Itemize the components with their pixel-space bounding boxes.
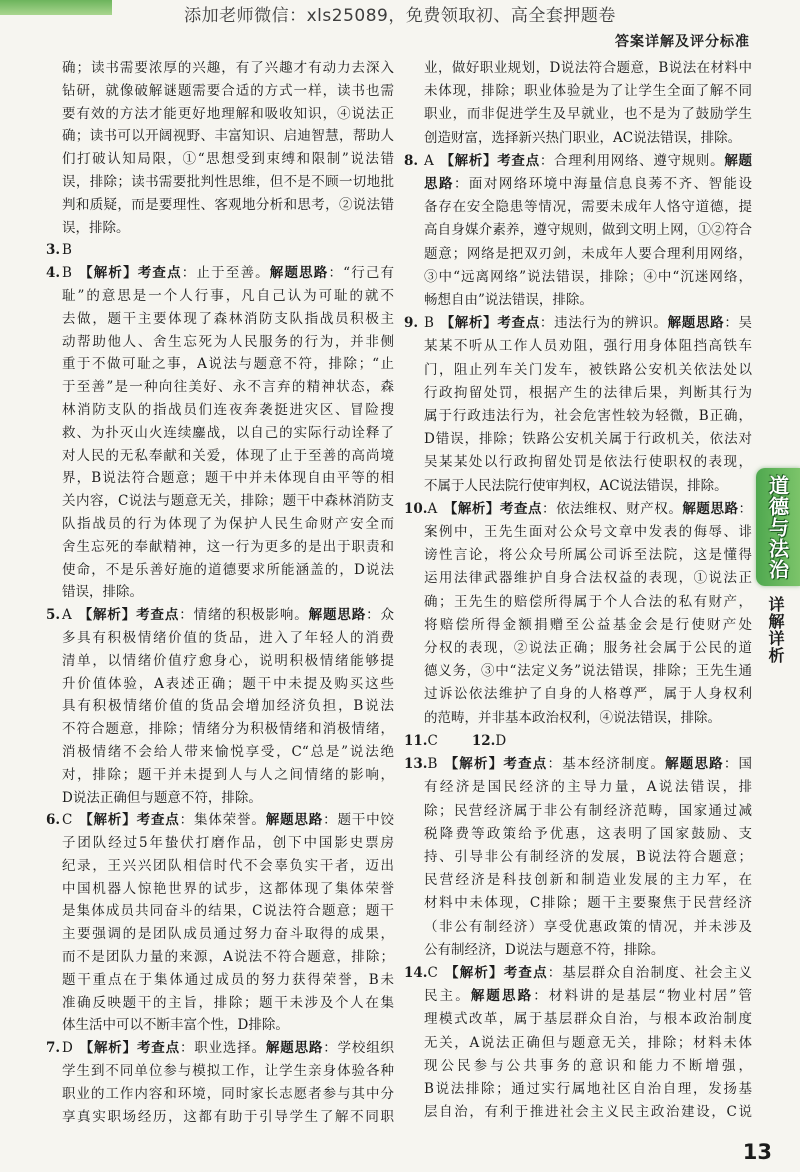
line-text: ：依法维权、财产权。 <box>542 500 683 517</box>
line-text: （非公有制经济）享受优惠政策的情况，并未涉及 <box>424 918 752 935</box>
text-line <box>62 992 394 1015</box>
bold-label: 【解析】 <box>443 964 504 981</box>
line-text: 确；读书可以开阔视野、丰富知识、启迪智慧，帮助人 <box>62 128 394 145</box>
bold-label: 考查点 <box>499 500 543 517</box>
text-line <box>46 604 394 627</box>
text-line <box>424 846 752 869</box>
page-number: 13 <box>742 1140 772 1164</box>
answer-letter: B <box>424 315 434 332</box>
line-text: 现公民参与公共事务的意识和能力不断增强， <box>424 1057 752 1074</box>
line-text: ：众 <box>366 607 394 624</box>
text-line <box>62 627 394 650</box>
text-line <box>404 962 752 985</box>
bold-label: 【解析】 <box>439 152 498 169</box>
bold-label: 【解析】 <box>443 756 504 773</box>
line-text: 有经济是国民经济的主导力量，A说法错误，排 <box>424 779 752 796</box>
line-text: 不属于人民法院行使审判权，AC说法错误，排除。 <box>424 477 728 494</box>
text-line <box>62 285 394 308</box>
line-text: B说法排除；通过实行属地社区自治自理，发扬基 <box>424 1080 752 1097</box>
line-text: ：集体荣誉。 <box>179 812 266 829</box>
text-line <box>62 559 394 582</box>
answer-item <box>404 753 752 962</box>
line-text: ：职业选择。 <box>179 1040 266 1057</box>
line-text: 不符合题意，排除；情绪分为积极情绪和消极情绪， <box>62 721 394 738</box>
line-text: 分权的表现，②说法正确；服务社会属于公民的道 <box>424 640 752 657</box>
text-line <box>46 262 394 285</box>
answer-continuation <box>404 57 752 150</box>
line-text: 未体现，排除；职业体验是为了让学生全面了解不同 <box>424 83 752 100</box>
subject-tab <box>756 468 800 586</box>
line-text: 队指战员的行为体现了为保护人民生命财产安全而 <box>62 515 394 532</box>
text-line <box>424 567 752 590</box>
line-text: 享真实职场经历，这都有助于引导学生了解不同职 <box>62 1108 394 1125</box>
line-text: ：学校组织 <box>323 1040 395 1057</box>
line-text: 门，阻止列车关门发车，被铁路公安机关依法处以 <box>424 361 752 378</box>
line-text: 消极情绪不会给人带来愉悦享受，C“总是”说法绝 <box>62 743 394 760</box>
line-text: 动帮助他人、舍生忘死为人民服务的行为，并非侧 <box>62 333 394 350</box>
text-line <box>424 219 752 242</box>
text-line <box>424 451 752 474</box>
bold-label: 考查点 <box>136 812 180 829</box>
line-text: 吴某某处以行政拘留处罚是依法行使职权的表现， <box>424 454 752 471</box>
line-text: 使命，不是乐善好施的道德要求所能涵盖的，D说法 <box>62 561 394 578</box>
line-text: ：合理利用网络、遵守规则。 <box>539 152 725 169</box>
text-line <box>424 637 752 660</box>
answer-item <box>46 604 394 809</box>
text-line <box>424 103 752 126</box>
text-line <box>62 878 394 901</box>
bold-label: 思路 <box>424 176 454 193</box>
text-line <box>424 614 752 637</box>
text-line <box>62 194 394 217</box>
line-text: 职业的工作内容和环境，同时家长志愿者参与其中分 <box>62 1085 394 1102</box>
answer-item <box>404 150 752 312</box>
text-line <box>62 946 394 969</box>
answer-letter: C <box>427 964 438 981</box>
text-line <box>424 521 752 544</box>
line-text: 误，排除；读书需要批判性思维，但不是不顾一切地批 <box>62 173 394 190</box>
answer-letter: B <box>62 242 72 259</box>
bold-label: 考查点 <box>497 152 540 169</box>
answer-item <box>46 262 394 604</box>
line-text: 判和质疑，而是要理性、客观地分析和思考，②说法错 <box>62 196 394 213</box>
line-text: ： <box>738 500 753 517</box>
text-line <box>62 148 394 171</box>
line-text: ：基本经济制度。 <box>547 756 666 773</box>
line-text: 准确反映题干的主旨，排除；题干未涉及个人在集 <box>62 994 394 1011</box>
line-text: 错误，排除。 <box>62 584 143 601</box>
line-text: 们打破认知局限，①“思想受到束缚和限制”说法错 <box>62 151 394 168</box>
answer-letter: A <box>424 152 434 169</box>
text-line <box>62 787 394 810</box>
line-text: 持、引导非公有制经济的发展，B说法符合题意； <box>424 848 752 865</box>
line-text: 多具有积极情绪价值的货品，进入了年轻人的消费 <box>62 629 394 646</box>
text-line <box>424 1078 752 1101</box>
text-line <box>62 125 394 148</box>
line-text: 行政拘留处罚，根据产生的法律后果，判断其行为 <box>424 384 752 401</box>
question-number: 6. <box>46 812 61 829</box>
header-title: 答案详解及评分标准 <box>615 34 750 50</box>
line-text: 界，B说法符合题意；题干中并未体现自由平等的相 <box>62 470 394 487</box>
bold-label: 【解析】 <box>78 812 137 829</box>
left-column <box>46 57 394 1128</box>
line-text: 钻研，就像破解谜题需要合适的方式一样，读书也需 <box>62 82 394 99</box>
section-label: 详解详析 <box>766 596 785 664</box>
line-text: 林消防支队的指战员们连夜奔袭挺进灾区、冒险搜 <box>62 401 394 418</box>
line-text: 而不是团队力量的来源，A说法不符合题意，排除； <box>62 949 394 966</box>
answer-item <box>46 1037 394 1128</box>
line-text: 公有制经济，D说法与题意不符，排除。 <box>424 941 665 958</box>
line-text: ：面对网络环境中海量信息良莠不齐、智能设 <box>453 176 753 193</box>
answer-item <box>404 312 752 498</box>
line-text: 民营经济是科技创新和制造业发展的主力军，在 <box>424 872 752 889</box>
question-number: 10. <box>404 500 428 517</box>
subject-tab-label: 道德与法治 <box>765 474 790 580</box>
question-number: 5. <box>46 607 61 624</box>
text-line <box>62 171 394 194</box>
line-text: 创造财富，选择新兴热门职业，AC说法错误，排除。 <box>424 129 742 146</box>
line-text: 材料中未体现，C排除；题干主要聚焦于民营经济 <box>424 895 752 912</box>
text-line <box>62 764 394 787</box>
text-line <box>46 1037 394 1060</box>
question-number: 14. <box>404 964 428 981</box>
text-line <box>62 353 394 376</box>
bold-label: 考查点 <box>136 1040 180 1057</box>
line-text: ：题干中饺 <box>323 812 395 829</box>
text-line <box>62 581 394 604</box>
line-text: 题意；网络是把双刃剑，未成年人要合理利用网络， <box>424 245 752 262</box>
text-line <box>62 1014 394 1037</box>
line-text: 体生活中可以不断丰富个性，D排除。 <box>62 1017 289 1034</box>
line-text: 高自身媒介素养，遵守规则，做到文明上网，①②符合 <box>424 222 752 239</box>
answer-item <box>46 809 394 1037</box>
text-line <box>46 809 394 832</box>
text-line <box>424 289 752 312</box>
text-line <box>424 405 752 428</box>
question-number: 7. <box>46 1040 61 1057</box>
question-number: 13. <box>404 756 428 773</box>
text-line <box>424 428 752 451</box>
text-line <box>424 243 752 266</box>
bold-label: 解题思路 <box>265 1040 324 1057</box>
text-line <box>424 707 752 730</box>
text-line <box>424 1008 752 1031</box>
bold-label: 解题 <box>724 152 753 169</box>
text-line <box>424 683 752 706</box>
text-line <box>62 741 394 764</box>
line-text: 主要强调的是团队成员通过努力奋斗取得的成果， <box>62 926 394 943</box>
bold-label: 解题思路 <box>665 756 724 773</box>
text-line <box>424 266 752 289</box>
bold-label: 考查点 <box>136 607 180 624</box>
text-line <box>424 196 752 219</box>
bold-label: 考查点 <box>137 265 182 282</box>
line-text: ：国 <box>723 756 753 773</box>
line-text: 对，排除；题干并未提到人与人之间情绪的影响， <box>62 766 394 783</box>
line-text: 业，做好职业规划，D说法符合题意，B说法在材料中 <box>424 60 752 76</box>
text-line <box>404 753 752 776</box>
line-text: 耻”的意思是一个人行事，凡自己认为可耻的就不 <box>62 287 394 304</box>
line-text: 的范畴，并非基本政治权利，④说法错误，排除。 <box>424 709 721 726</box>
text-line <box>424 939 752 962</box>
text-line <box>62 650 394 673</box>
text-line <box>62 490 394 513</box>
text-line <box>62 376 394 399</box>
bold-label: 考查点 <box>503 756 548 773</box>
line-text: 具有积极情绪价值的货品会增加经济负担，B说法 <box>62 698 394 715</box>
text-line <box>404 150 752 173</box>
line-text: 于至善”是一种向往美好、永不言弃的精神状态，森 <box>62 379 394 396</box>
line-text: 属于行政违法行为，社会危害性较为轻微，B正确， <box>424 408 752 425</box>
line-text: 是集体成员共同奋斗的结果，C说法符合题意；题干 <box>62 903 394 920</box>
line-text: 除；民营经济属于非公有制经济范畴，国家通过减 <box>424 802 752 819</box>
bold-label: 解题思路 <box>308 607 367 624</box>
text-line <box>424 173 752 196</box>
line-text: 过诉讼依法维护了自身的人格尊严，属于人身权利 <box>424 686 752 703</box>
answer-letter: D <box>495 732 507 749</box>
line-text: 去做，题干主要体现了森林消防支队指战员积极主 <box>62 310 394 327</box>
line-text: 民主。 <box>424 988 471 1005</box>
text-line <box>424 892 752 915</box>
text-line <box>424 823 752 846</box>
line-text: 要有效的方法才能更好地理解和吸收知识，④说法正 <box>62 105 394 122</box>
line-text: 层自治，有利于推进社会主义民主政治建设，C说 <box>424 1104 752 1121</box>
line-text: 对人民的无私奉献和关爱，体现了止于至善的高尚境 <box>62 447 394 464</box>
text-line <box>62 536 394 559</box>
text-line <box>62 695 394 718</box>
text-line <box>62 832 394 855</box>
text-line <box>62 399 394 422</box>
answer-letter: D <box>62 1040 73 1057</box>
line-text: ：止于至善。 <box>181 265 270 282</box>
line-text: 误，排除。 <box>62 219 130 236</box>
text-line <box>62 1106 394 1129</box>
line-text: 救、为扑灭山火连续鏖战，以自己的实际行动诠释了 <box>62 424 394 441</box>
answer-continuation <box>46 57 394 239</box>
text-line <box>424 660 752 683</box>
line-text: ：情绪的积极影响。 <box>179 607 309 624</box>
bold-label: 解题思路 <box>667 315 725 332</box>
text-line <box>62 923 394 946</box>
text-line <box>424 57 752 80</box>
question-number: 11. <box>404 732 428 749</box>
line-text: 清单，以情绪价值疗愈身心，说明积极情绪能够提 <box>62 652 394 669</box>
line-text: 重于不做可耻之事，A说法与题意不符，排除；“止 <box>62 356 394 373</box>
line-text: 确；王先生的赔偿所得属于个人合法的私有财产， <box>424 593 752 610</box>
text-line <box>424 1055 752 1078</box>
line-text: D错误，排除；铁路公安机关属于行政机关，依法对 <box>424 431 752 448</box>
answer-letter: B <box>62 265 72 282</box>
line-text: 畅想自由”说法错误，排除。 <box>424 292 593 309</box>
answer-letter: B <box>427 756 438 773</box>
answer-item <box>404 962 752 1124</box>
text-line <box>424 80 752 103</box>
line-text: 升价值体验，A表述正确；题干中未提及购买这些 <box>62 675 394 692</box>
bold-label: 【解析】 <box>77 607 137 624</box>
question-number: 9. <box>404 315 419 332</box>
text-line <box>62 900 394 923</box>
line-text: ：材料讲的是基层“物业村居”管 <box>533 988 752 1005</box>
text-line <box>46 239 394 262</box>
text-line <box>424 916 752 939</box>
text-line <box>62 103 394 126</box>
question-number: 3. <box>46 242 61 259</box>
answer-letter: C <box>62 812 73 829</box>
text-line <box>62 855 394 878</box>
text-line <box>62 718 394 741</box>
line-text: ③中“远离网络”说法错误，排除；④中“沉迷网络， <box>424 268 752 285</box>
text-line <box>424 382 752 405</box>
answer-letter: C <box>427 732 438 749</box>
line-text: 将赔偿所得金额捐赠至公益基金会是行使财产处 <box>424 616 752 633</box>
text-line <box>424 544 752 567</box>
bold-label: 解题思路 <box>265 812 324 829</box>
answer-item <box>404 730 752 753</box>
text-line <box>62 969 394 992</box>
line-text: 关内容，C说法与题意无关，排除；题干中森林消防支 <box>62 493 394 510</box>
text-line <box>62 673 394 696</box>
line-text: 税降费等政策给予优惠，这表明了国家鼓励、支 <box>424 825 752 842</box>
bold-label: 考查点 <box>497 315 540 332</box>
right-column <box>404 57 752 1124</box>
line-text: 职业，而非促进学生及早就业，也不是为了鼓励学生 <box>424 106 752 123</box>
line-text: 理模式改革，属于基层群众自治，与根本政治制度 <box>424 1011 752 1028</box>
text-line <box>424 127 752 150</box>
text-line <box>62 217 394 240</box>
answer-letter: A <box>427 500 438 517</box>
line-text: 谤性言论，将公众号所属公司诉至法院，这是懂得 <box>424 547 752 564</box>
question-number: 8. <box>404 152 419 169</box>
text-line <box>424 475 752 498</box>
text-line <box>424 335 752 358</box>
line-text: ：基层群众自治制度、社会主义 <box>547 964 753 981</box>
line-text: ：吴 <box>724 315 753 332</box>
text-line <box>62 80 394 103</box>
line-text: 纪录，王兴兴团队相信时代不会辜负实干者，迈出 <box>62 857 394 874</box>
line-text: 中国机器人惊艳世界的试步，这都体现了集体荣誉 <box>62 880 394 897</box>
line-text: 无关，A说法正确但与题意无关，排除；材料未体 <box>424 1034 752 1051</box>
text-line <box>404 498 752 521</box>
bold-label: 考查点 <box>503 964 548 981</box>
text-line <box>62 513 394 536</box>
line-text: 子团队经过5年蛰伏打磨作品，创下中国影史票房 <box>62 835 394 852</box>
line-text: 确；读书需要浓厚的兴趣，有了兴趣才有动力去深入 <box>62 60 394 76</box>
text-line <box>62 331 394 354</box>
answer-item <box>404 498 752 730</box>
text-line <box>424 1101 752 1124</box>
text-line <box>62 1083 394 1106</box>
line-text: D说法正确但与题意不符，排除。 <box>62 789 262 806</box>
bold-label: 【解析】 <box>77 265 138 282</box>
text-line <box>424 591 752 614</box>
text-line <box>404 730 752 753</box>
line-text: 备存在安全隐患等情况，需要未成年人恪守道德，提 <box>424 199 752 216</box>
text-line <box>424 776 752 799</box>
text-line <box>424 985 752 1008</box>
text-line <box>62 57 394 80</box>
question-number: 12. <box>471 732 496 749</box>
line-text: 题干重点在于集体通过成员的努力获得荣誉，B未 <box>62 971 394 988</box>
answer-item <box>46 239 394 262</box>
line-text: 案例中，王先生面对公众号文章中发表的侮辱、诽 <box>424 524 752 541</box>
question-number: 4. <box>46 265 61 282</box>
text-line <box>424 869 752 892</box>
text-line <box>424 359 752 382</box>
text-line <box>62 467 394 490</box>
line-text: ：违法行为的辨识。 <box>539 315 668 332</box>
text-line <box>424 1032 752 1055</box>
text-line <box>424 800 752 823</box>
bold-label: 【解析】 <box>439 315 498 332</box>
bold-label: 解题思路 <box>682 500 739 517</box>
text-line <box>62 445 394 468</box>
answer-letter: A <box>62 607 72 624</box>
line-text: 德义务，③中“法定义务”说法错误，排除；王先生通 <box>424 663 752 680</box>
line-text: 学生到不同单位参与模拟工作，让学生亲身体验各种 <box>62 1063 394 1080</box>
line-text: ：“行己有 <box>328 265 395 282</box>
watermark-text: 添加老师微信：xls25089，免费领取初、高全套押题卷 <box>184 6 616 26</box>
bold-label: 【解析】 <box>78 1040 137 1057</box>
text-line <box>62 422 394 445</box>
line-text: 舍生忘死的奉献精神，这一行为更多的是出于职责和 <box>62 538 394 555</box>
bold-label: 解题思路 <box>470 988 534 1005</box>
bold-label: 【解析】 <box>443 500 500 517</box>
line-text: 运用法律武器维护自身合法权益的表现，①说法正 <box>424 570 752 587</box>
text-line <box>62 308 394 331</box>
bold-label: 解题思路 <box>269 265 329 282</box>
line-text: 某某不听从工作人员劝阻，强行用身体阻挡高铁车 <box>424 338 752 355</box>
text-line <box>404 312 752 335</box>
text-line <box>62 1060 394 1083</box>
